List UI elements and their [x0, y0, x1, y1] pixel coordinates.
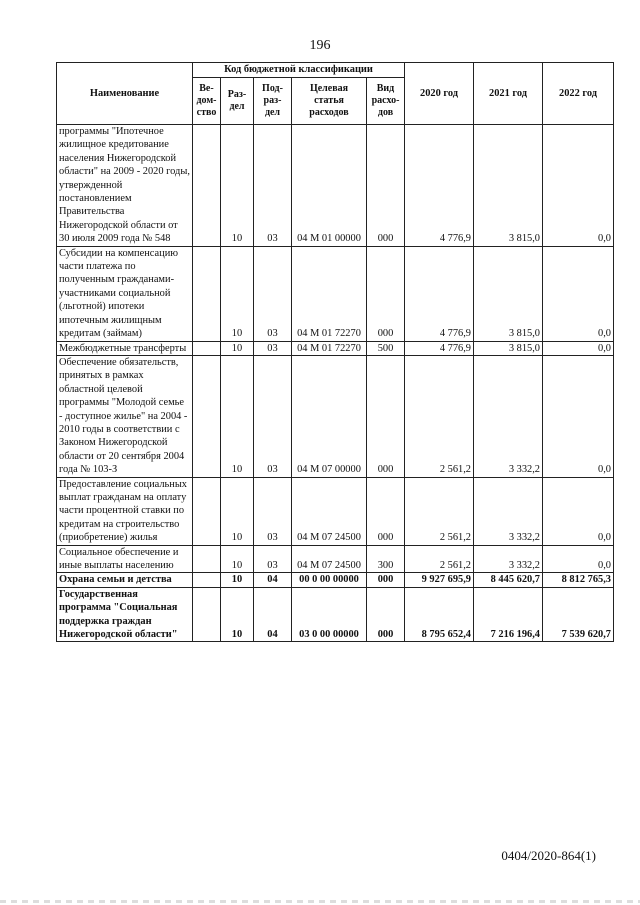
header-celevaya-statya: Целевая статья расходов	[292, 78, 367, 125]
row-vid-rashodov: 000	[367, 477, 405, 545]
row-name: Социальное обеспечение и иные выплаты населению	[57, 545, 193, 573]
row-vedomstvo	[193, 125, 221, 247]
row-value-2022: 0,0	[543, 246, 614, 341]
row-value-2020: 4 776,9	[405, 341, 474, 355]
row-celevaya-statya: 04 М 07 24500	[292, 545, 367, 573]
table-row	[57, 545, 614, 573]
row-vid-rashodov: 000	[367, 573, 405, 587]
row-podrazdel: 04	[254, 587, 292, 642]
row-value-2020: 2 561,2	[405, 545, 474, 573]
row-podrazdel: 03	[254, 341, 292, 355]
row-name: Субсидии на компенсацию части платежа по полученным гражданами-участниками социальной (льготной) ипотеки ипотечным жилищным кредитам (займам)	[57, 246, 193, 341]
row-value-2020: 8 795 652,4	[405, 587, 474, 642]
row-vid-rashodov: 000	[367, 587, 405, 642]
row-name: Межбюджетные трансферты	[57, 341, 193, 355]
page-number: 196	[309, 38, 331, 53]
scan-edge-artifact	[0, 900, 640, 903]
header-razdel: Раз-дел	[221, 78, 254, 125]
table-row	[57, 477, 614, 545]
row-razdel: 10	[221, 477, 254, 545]
row-value-2021: 3 332,2	[474, 355, 543, 477]
row-name: Охрана семьи и детства	[57, 573, 193, 587]
row-razdel: 10	[221, 355, 254, 477]
budget-table	[56, 62, 614, 642]
document-code: 0404/2020-864(1)	[501, 848, 596, 863]
table-row	[57, 125, 614, 247]
row-value-2021: 7 216 196,4	[474, 587, 543, 642]
row-value-2021: 3 815,0	[474, 125, 543, 247]
row-value-2022: 0,0	[543, 545, 614, 573]
row-podrazdel: 04	[254, 573, 292, 587]
row-value-2022: 8 812 765,3	[543, 573, 614, 587]
row-vedomstvo	[193, 355, 221, 477]
row-value-2021: 3 332,2	[474, 545, 543, 573]
row-celevaya-statya: 00 0 00 00000	[292, 573, 367, 587]
row-podrazdel: 03	[254, 125, 292, 247]
header-name: Наименование	[57, 63, 193, 125]
row-razdel: 10	[221, 545, 254, 573]
row-value-2020: 4 776,9	[405, 246, 474, 341]
row-name: Обеспечение обязательств, принятых в рамках областной целевой программы "Молодой семье - доступное жилье" на 2004 - 2010 годы в соответствии с Законом Нижегородской области от 20 сентября 2004 года № 103-З	[57, 355, 193, 477]
header-year-2020: 2020 год	[405, 63, 474, 125]
row-value-2021: 3 332,2	[474, 477, 543, 545]
row-value-2021: 3 815,0	[474, 341, 543, 355]
row-value-2022: 0,0	[543, 125, 614, 247]
row-value-2022: 0,0	[543, 341, 614, 355]
row-razdel: 10	[221, 341, 254, 355]
table-row	[57, 587, 614, 642]
row-vid-rashodov: 500	[367, 341, 405, 355]
row-value-2022: 0,0	[543, 355, 614, 477]
row-value-2022: 7 539 620,7	[543, 587, 614, 642]
row-value-2021: 8 445 620,7	[474, 573, 543, 587]
row-vedomstvo	[193, 246, 221, 341]
row-vedomstvo	[193, 573, 221, 587]
row-value-2020: 2 561,2	[405, 477, 474, 545]
header-podrazdel: Под-раз-дел	[254, 78, 292, 125]
row-vedomstvo	[193, 477, 221, 545]
row-name: Предоставление социальных выплат гражданам на оплату части процентной ставки по кредитам на строительство (приобретение) жилья	[57, 477, 193, 545]
row-name: Государственная программа "Социальная поддержка граждан Нижегородской области"	[57, 587, 193, 642]
row-podrazdel: 03	[254, 246, 292, 341]
row-vid-rashodov: 000	[367, 355, 405, 477]
row-celevaya-statya: 03 0 00 00000	[292, 587, 367, 642]
row-celevaya-statya: 04 М 01 00000	[292, 125, 367, 247]
row-celevaya-statya: 04 М 01 72270	[292, 341, 367, 355]
header-year-2021: 2021 год	[474, 63, 543, 125]
row-vedomstvo	[193, 587, 221, 642]
table-row	[57, 573, 614, 587]
row-celevaya-statya: 04 М 01 72270	[292, 246, 367, 341]
row-vedomstvo	[193, 545, 221, 573]
row-razdel: 10	[221, 573, 254, 587]
table-row	[57, 341, 614, 355]
row-name: программы "Ипотечное жилищное кредитование населения Нижегородской области" на 2009 - 2020 годы, утвержденной постановлением Правительства Нижегородской области от 30 июля 2009 года № 548	[57, 125, 193, 247]
table-row	[57, 246, 614, 341]
row-celevaya-statya: 04 М 07 24500	[292, 477, 367, 545]
header-year-2022: 2022 год	[543, 63, 614, 125]
header-vid-rashodov: Вид расхо-дов	[367, 78, 405, 125]
row-razdel: 10	[221, 587, 254, 642]
row-vid-rashodov: 300	[367, 545, 405, 573]
row-value-2020: 4 776,9	[405, 125, 474, 247]
row-value-2020: 2 561,2	[405, 355, 474, 477]
row-razdel: 10	[221, 125, 254, 247]
row-vid-rashodov: 000	[367, 246, 405, 341]
row-vedomstvo	[193, 341, 221, 355]
row-value-2022: 0,0	[543, 477, 614, 545]
row-podrazdel: 03	[254, 545, 292, 573]
table-row	[57, 355, 614, 477]
header-vedomstvo: Ве-дом-ство	[193, 78, 221, 125]
row-razdel: 10	[221, 246, 254, 341]
row-vid-rashodov: 000	[367, 125, 405, 247]
row-podrazdel: 03	[254, 477, 292, 545]
header-budget-code-group: Код бюджетной классификации	[193, 63, 405, 78]
row-podrazdel: 03	[254, 355, 292, 477]
row-value-2020: 9 927 695,9	[405, 573, 474, 587]
row-value-2021: 3 815,0	[474, 246, 543, 341]
row-celevaya-statya: 04 М 07 00000	[292, 355, 367, 477]
